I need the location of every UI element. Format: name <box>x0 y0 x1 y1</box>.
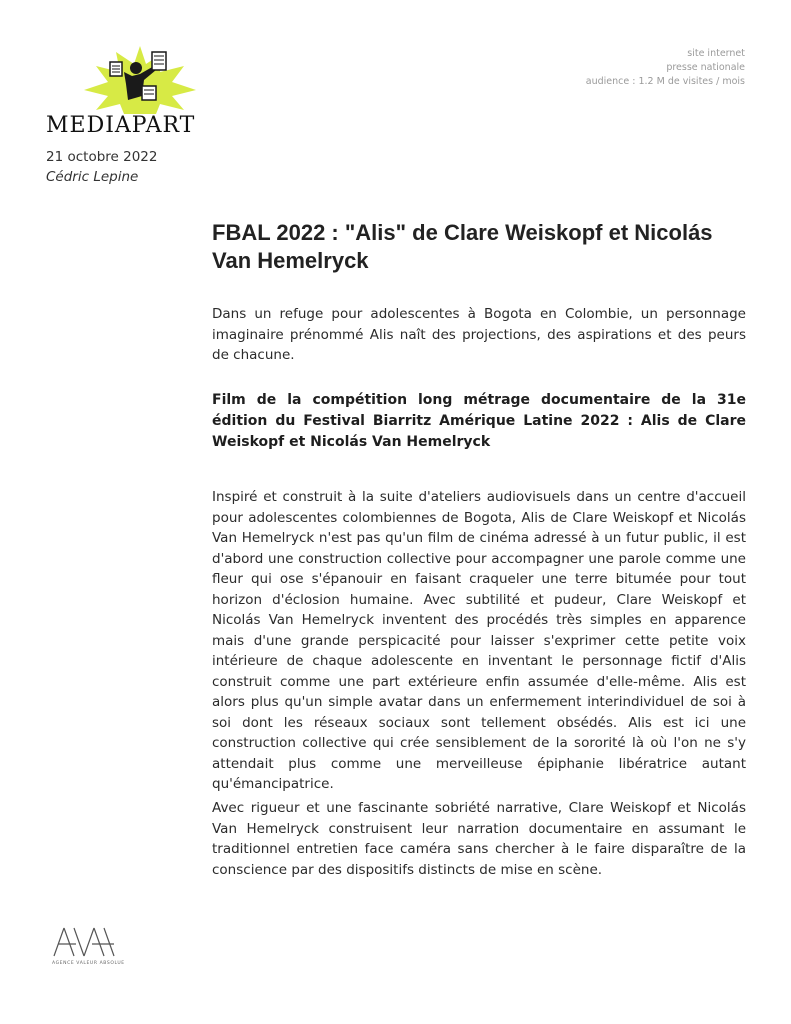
source-info <box>586 47 745 89</box>
mediapart-logo <box>46 44 206 138</box>
mediapart-crier-icon <box>80 44 200 114</box>
publication-date: 21 octobre 2022 <box>46 149 158 165</box>
mediapart-wordmark: MEDIAPART <box>46 113 196 138</box>
article-paragraph: Avec rigueur et une fascinante sobriété narrative, Clare Weiskopf et Nicolás Van Hemelryck construisent leur narration documentaire en assumant le traditionnel entretien face caméra sans chercher à le faire disparaître de la conscience par des dispositifs distincts de mise en scène. <box>212 800 746 878</box>
author-name: Cédric Lepine <box>46 169 139 185</box>
article-intertitle: Film de la compétition long métrage documentaire de la 31e édition du Festival Biarritz Amérique Latine 2022 : Alis de Clare Weiskopf et Nicolás Van Hemelryck <box>212 392 746 450</box>
agency-logo <box>52 926 125 966</box>
source-audience: audience : 1.2 M de visites / mois <box>585 76 745 87</box>
source-type: site internet <box>687 48 745 59</box>
source-category: presse nationale <box>666 62 745 73</box>
article-paragraph: Inspiré et construit à la suite d'ateliers audiovisuels dans un centre d'accueil pour adolescentes colombiennes de Bogota, Alis de Clare Weiskopf et Nicolás Van Hemelryck n'est pas qu'un film de cinéma adressé à un futur public, il est d'abord une construction collective pour accompagner une parole comme une fleur qui ose s'épanouir en faisant craqueler une terre bitumée pour tout horizon d'éclosion humaine. Avec subtilité et pudeur, Clare Weiskopf et Nicolás Van Hemelryck inventent des procédés très simples en apparence mais d'une grande perspicacité pour laisser s'exprimer cette petite voix intérieure de chaque adolescente en inventant le personnage fictif d'Alis construit comme une part extérieure enfin assumée d'elle-même. Alis est alors plus qu'un simple avatar dans un enfermement interindividuel de soi à soi dont les réseaux sociaux sont tellement obsédés. Alis est ici une construction collective qui crée sensiblement de la sororité là où l'on ne s'y attendait plus comme une merveilleuse épiphanie libératrice autant qu'émancipatrice. <box>212 489 746 792</box>
article-meta <box>46 147 157 187</box>
ava-monogram-icon <box>52 926 116 958</box>
article-title: FBAL 2022 : "Alis" de Clare Weiskopf et Nicolás Van Hemelryck <box>212 220 713 273</box>
agency-tagline: AGENCE VALEUR ABSOLUE <box>52 961 125 966</box>
article-chapo: Dans un refuge pour adolescentes à Bogota en Colombie, un personnage imaginaire prénommé Alis naît des projections, des aspirations et des peurs de chacune. <box>212 306 746 363</box>
